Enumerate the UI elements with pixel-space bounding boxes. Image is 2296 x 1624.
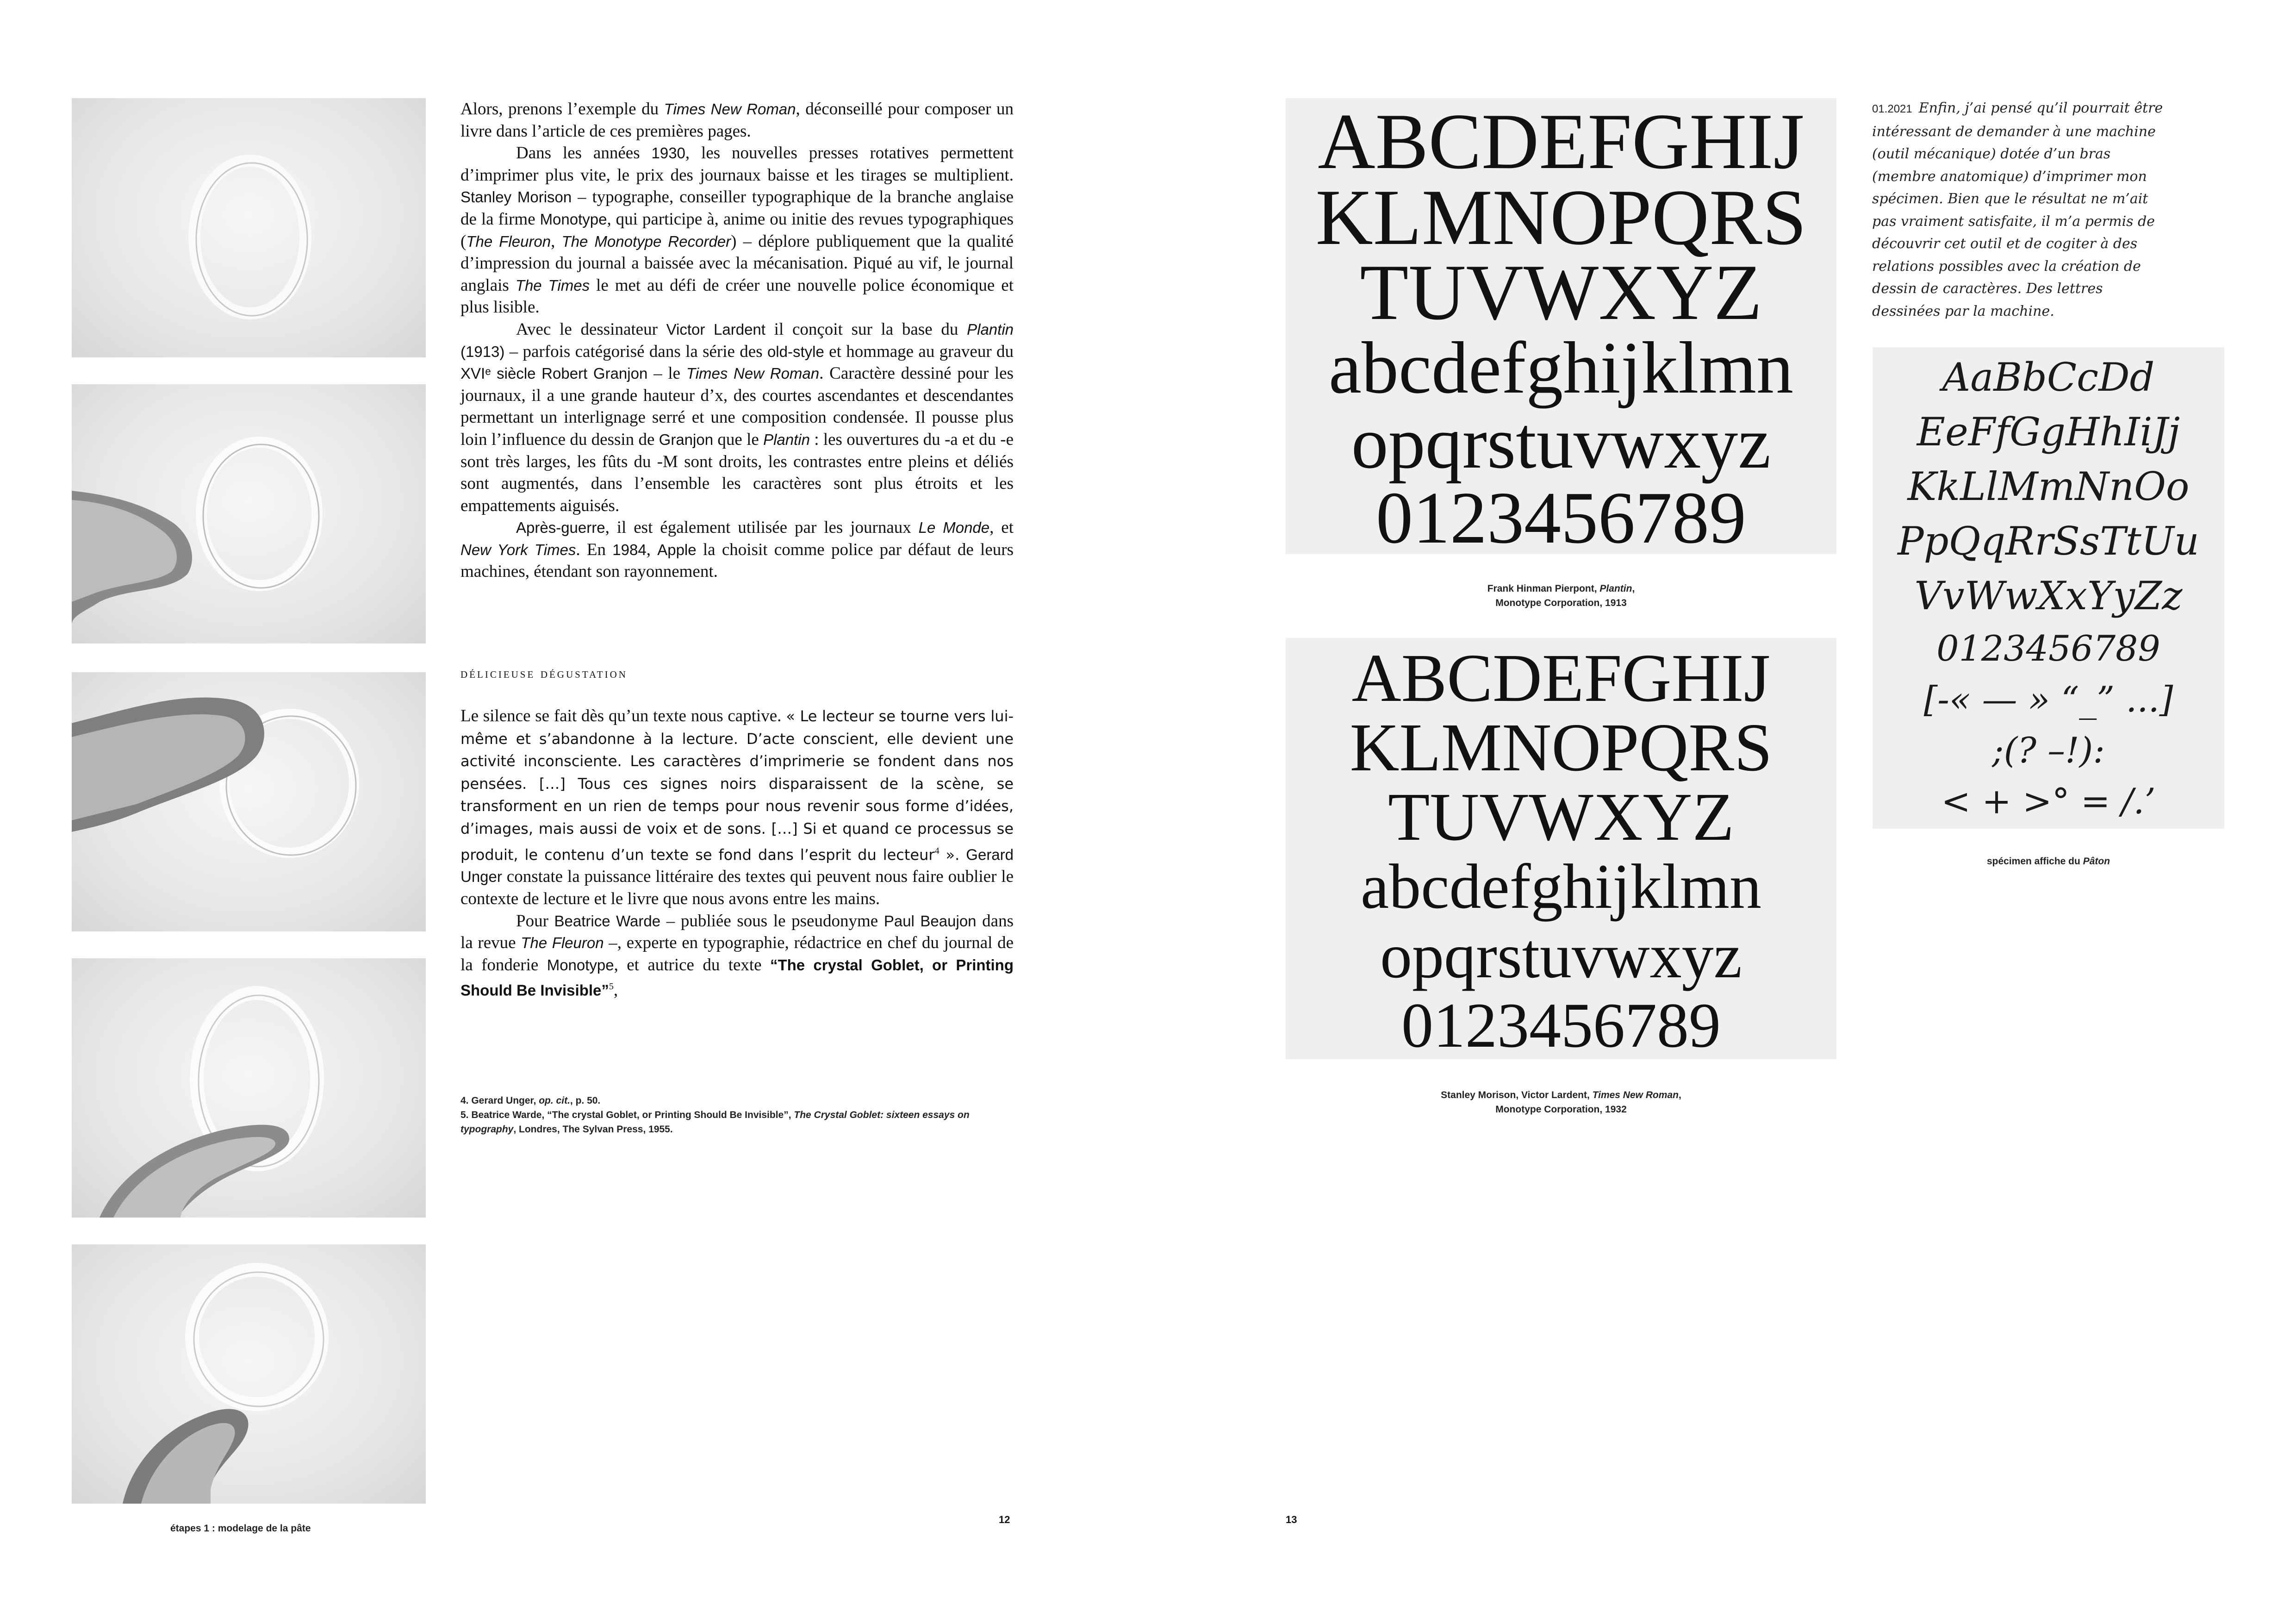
specimen-line: ABCDEFGHIJ — [1318, 98, 1804, 186]
paragraph-4: Après-guerre, il est également utilisée par les journaux Le Monde, et New York Times. En 1984, Apple la choisit comme police par défaut de leurs machines, étendant son rayonnement. — [460, 518, 1014, 581]
specimen-line: opqrstuvwxyz — [1351, 401, 1771, 484]
footnotes — [460, 1093, 1016, 1137]
hand-shaping-ring-illustration — [72, 1244, 426, 1504]
specimen-line: [-« — » “_” ...] — [1923, 679, 2173, 720]
note-text: Enfin, j’ai pensé qu’il pourrait être intéressant de demander à une machine (outil mécanique) dotée d’un bras (membre anatomique) d’imprimer mon spécimen. Bien que le résultat ne m’ait pas vraiment satisfaite, il m’a permis de découvrir cet outil et de cogiter à des relations possibles avec la création de dessin de caractères. Des lettres dessinées par la machine. — [1872, 100, 2163, 319]
specimen-line: TUVWXYZ — [1360, 249, 1762, 337]
footnote-5: 5. Beatrice Warde, “The crystal Goblet, or Printing Should Be Invisible”, The Crystal Goblet: sixteen essays on typography, Londres, The Sylvan Press, 1955. — [460, 1110, 970, 1135]
specimen-plantin-caption: Frank Hinman Pierpont, Plantin, Monotype Corporation, 1913 — [1487, 583, 1635, 608]
paragraph-1: Alors, prenons l’exemple du Times New Roman, déconseillé pour composer un livre dans l’article de ces premières pages. — [460, 100, 1014, 141]
note-date: 01.2021 — [1872, 103, 1912, 115]
specimen-times-caption: Stanley Morison, Victor Lardent, Times New Roman, Monotype Corporation, 1932 — [1441, 1090, 1681, 1115]
page-number-right: 13 — [1286, 1514, 1297, 1525]
specimen-line: VvWwXxYyZz — [1914, 573, 2183, 618]
specimen-line: KkLlMmNnOo — [1907, 464, 2190, 509]
photo-step-5 — [72, 1244, 426, 1504]
specimen-line: TUVWXYZ — [1388, 779, 1735, 855]
specimen-line: < + >° = /.’ — [1941, 781, 2156, 822]
main-text-column — [460, 98, 1014, 583]
margin-note — [1872, 97, 2168, 323]
section-paragraph-1: Le silence se fait dès qu’un texte nous captive. « Le lecteur se tourne vers lui-même et s’abandonne à la lecture. D’acte conscient, elle devient une activité inconsciente. Les caractères d’imprimerie se fondent dans nos pensées. […] Tous ces signes noirs disparaissent de la scène, se transforment en un rien de temps pour nous revenir sous forme d’idées, d’images, mais aussi de voix et de sons. […] Si et quand ce processus se produit, le contenu d’un texte se fond dans l’esprit du lecteur$^4$ ». Gerard Unger constate la puissance littéraire des textes qui peuvent nous faire oublier le contexte de lecture et le livre que nous avons entre les mains. — [460, 706, 1014, 909]
specimen-line: 0123456789 — [1936, 628, 2160, 669]
specimen-times — [1286, 638, 1836, 1059]
specimen-line: EeFfGgHhIiJj — [1916, 409, 2180, 455]
photo-caption: étapes 1 : modelage de la pâte — [170, 1523, 311, 1534]
specimen-line: 0123456789 — [1401, 990, 1721, 1061]
finger-pressing-ring-illustration — [72, 958, 426, 1218]
footnote-4: 4. Gerard Unger, op. cit., p. 50. — [460, 1095, 601, 1106]
photo-step-1 — [72, 98, 426, 357]
section-paragraph-2: Pour Beatrice Warde – publiée sous le pseudonyme Paul Beaujon dans la revue The Fleuron –, experte en typographie, rédactrice en chef du journal de la fonderie Monotype, et autrice du texte “The crystal Goblet, or Printing Should Be Invisible”$^5$, — [460, 911, 1014, 1000]
specimen-line: 0123456789 — [1376, 476, 1746, 559]
specimen-line: abcdefghijklmn — [1360, 851, 1762, 922]
photo-step-4 — [72, 958, 426, 1218]
specimen-line: KLMNOPQRS — [1315, 174, 1807, 262]
specimen-line: ABCDEFGHIJ — [1351, 640, 1771, 716]
specimen-paton-caption: spécimen affiche du Pâton — [1986, 856, 2110, 867]
specimen-line: ;(? –!): — [1992, 730, 2105, 771]
specimen-line: AaBbCcDd — [1942, 355, 2155, 400]
specimen-line: PpQqRrSsTtUu — [1898, 518, 2199, 564]
photo-step-3 — [72, 672, 426, 931]
specimen-line: KLMNOPQRS — [1350, 710, 1773, 786]
paragraph-2: Dans les années 1930, les nouvelles presses rotatives permettent d’imprimer plus vite, le prix des journaux baisse et les tirages se multiplient. Stanley Morison – typographe, conseiller typographique de la branche anglaise de la firme Monotype, qui participe à, anime ou initie des revues typographiques (The Fleuron, The Monotype Recorder) – déplore publiquement que la qualité d’impression du journal a baissée avec la mécanisation. Piqué au vif, le journal anglais The Times le met au défi de créer une nouvelle police économique et plus lisible. — [460, 144, 1014, 317]
hand-stretching-ring-illustration — [72, 384, 426, 643]
specimen-line: abcdefghijklmn — [1328, 326, 1794, 409]
hand-pinching-ring-illustration — [72, 672, 426, 931]
section-heading: délicieuse dégustation — [460, 666, 628, 681]
specimen-line: opqrstuvwxyz — [1380, 920, 1742, 991]
specimen-paton — [1873, 347, 2224, 829]
page-number-left: 12 — [999, 1514, 1010, 1525]
section-text-column — [460, 705, 1014, 1001]
specimen-plantin — [1286, 98, 1836, 559]
paragraph-3: Avec le dessinateur Victor Lardent il conçoit sur la base du Plantin (1913) – parfois catégorisé dans la série des old-style et hommage au graveur du XVIᵉ siècle Robert Granjon – le Times New Roman. Caractère dessiné pour les journaux, il a une grande hauteur d’x, des courtes ascendantes et descendantes permettant un interlignage serré et une composition condensée. Il pousse plus loin l’influence du dessin de Granjon que le Plantin : les ouvertures du -a et du -e sont très larges, les fûts du -M sont droits, les contrastes entre pleins et déliés sont augmentés, dans l’ensemble les caractères sont plus étroits et les empattements aiguisés. — [460, 319, 1014, 515]
dough-ring-illustration — [72, 98, 426, 357]
photo-step-2 — [72, 384, 426, 643]
